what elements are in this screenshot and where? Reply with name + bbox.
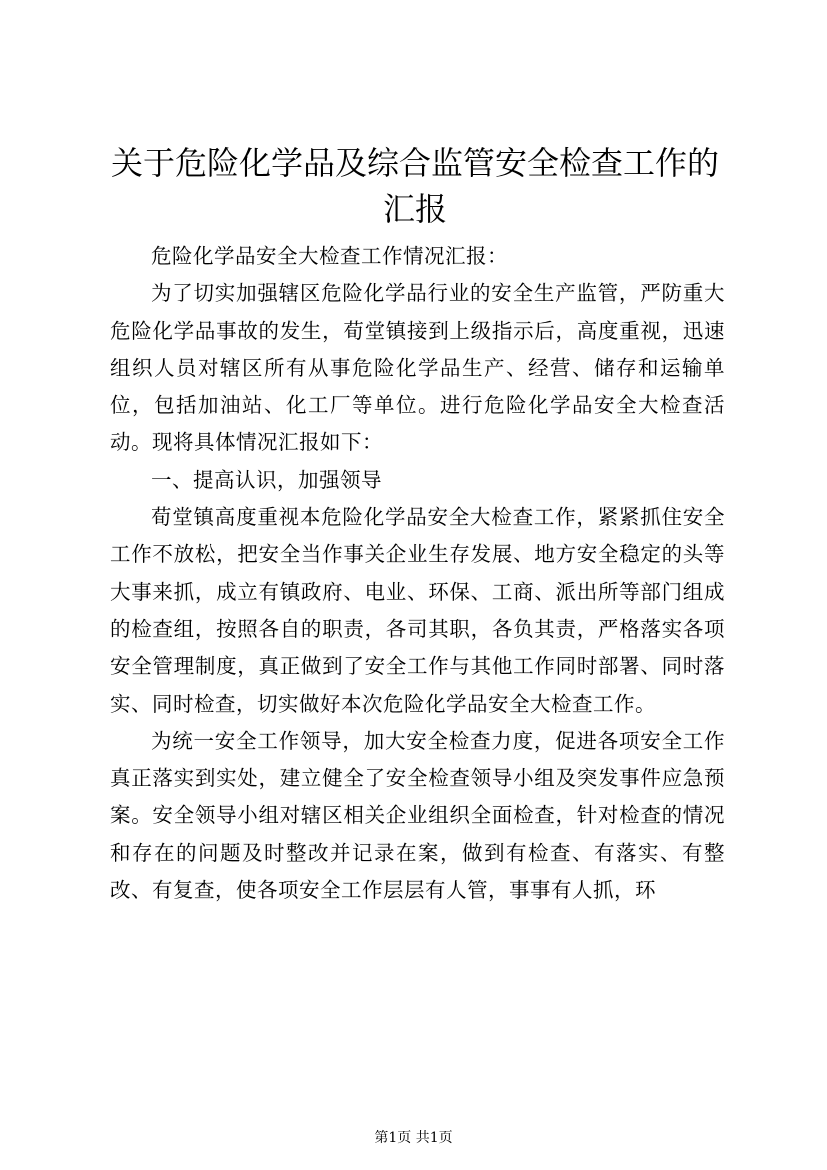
document-body	[110, 238, 725, 909]
paragraph-organization: 为统一安全工作领导，加大安全检查力度，促进各项安全工作真正落实到实处，建立健全了安全检查领导小组及突发事件应急预案。安全领导小组对辖区相关企业组织全面检查，针对检查的情况和存在的问题及时整改并记录在案，做到有检查、有落实、有整改、有复查，使各项安全工作层层有人管，事事有人抓，环	[110, 728, 725, 903]
paragraph-leadership: 荀堂镇高度重视本危险化学品安全大检查工作，紧紧抓住安全工作不放松，把安全当作事关企业生存发展、地方安全稳定的头等大事来抓，成立有镇政府、电业、环保、工商、派出所等部门组成的检查组，按照各自的职责，各司其职，各负其责，严格落实各项安全管理制度，真正做到了安全工作与其他工作同时部署、同时落实、同时检查，切实做好本次危险化学品安全大检查工作。	[110, 505, 725, 716]
paragraph-background: 为了切实加强辖区危险化学品行业的安全生产监管，严防重大危险化学品事故的发生，荀堂镇接到上级指示后，高度重视，迅速组织人员对辖区所有从事危险化学品生产、经营、储存和运输单位，包括加油站、化工厂等单位。进行危险化学品安全大检查活动。现将具体情况汇报如下：	[110, 281, 725, 455]
document-title: 关于危险化学品及综合监管安全检查工作的汇报	[110, 144, 719, 228]
paragraph-intro: 危险化学品安全大检查工作情况汇报：	[151, 244, 508, 268]
section-heading-1: 一、提高认识，加强领导	[151, 467, 382, 492]
page-footer: 第1页 共1页	[374, 1130, 453, 1146]
